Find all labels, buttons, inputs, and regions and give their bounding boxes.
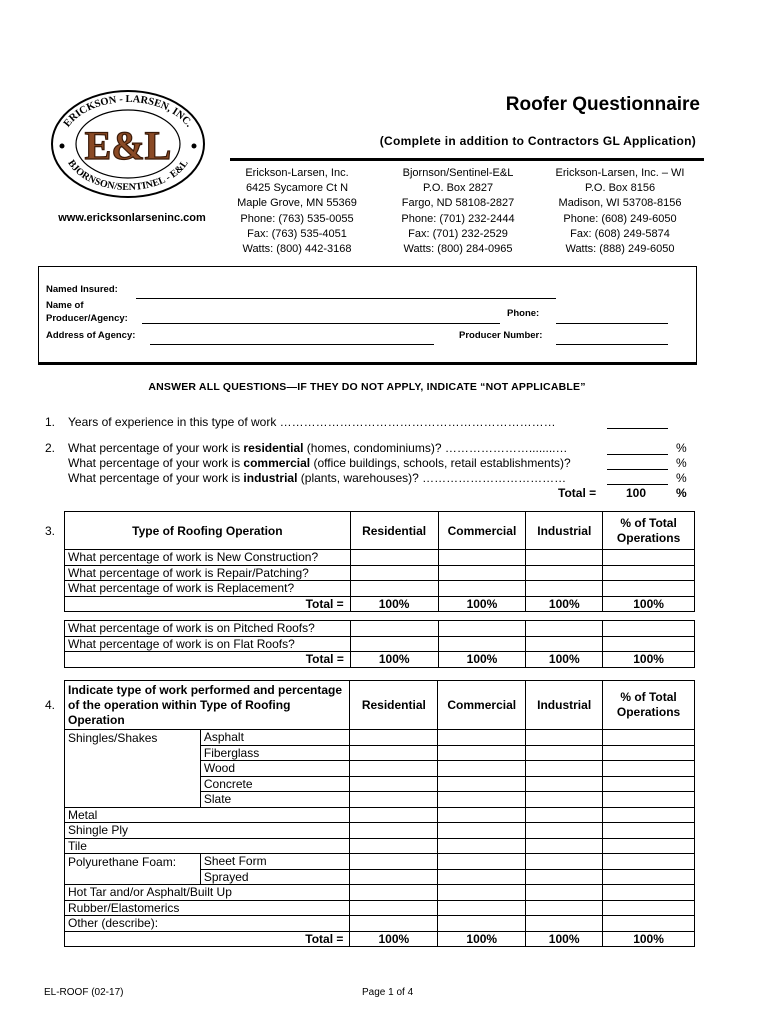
q4-header-industrial: Industrial xyxy=(526,681,603,730)
q4-header-commercial: Commercial xyxy=(438,681,526,730)
q4-header: Indicate type of work performed and percentage of the operation within Type of Roofing Operation xyxy=(65,681,350,730)
q4-header-residential: Residential xyxy=(350,681,438,730)
named-insured-label: Named Insured: xyxy=(46,284,118,295)
table-row: Tile xyxy=(65,838,695,854)
agency-address-field[interactable] xyxy=(150,344,434,345)
insured-info-box xyxy=(38,266,697,365)
q2-pct-3: % xyxy=(676,471,687,485)
q1-text: Years of experience in this type of work …………………………………………………………… xyxy=(68,415,556,429)
table-row: Slate xyxy=(65,792,695,808)
q4-number: 4. xyxy=(45,698,56,712)
name-of-label: Name of xyxy=(46,300,84,311)
table-row: What percentage of work is Repair/Patching? xyxy=(65,565,695,581)
table-row: Sprayed xyxy=(65,869,695,885)
logo-ring-bottom: BJORNSON/SENTINEL - E&L xyxy=(65,158,191,194)
q2-commercial-field[interactable] xyxy=(607,469,668,470)
named-insured-field[interactable] xyxy=(136,298,556,299)
company-logo xyxy=(48,88,208,200)
table-row: What percentage of work is Replacement? xyxy=(65,581,695,597)
producer-agency-field[interactable] xyxy=(142,323,500,324)
table-row: What percentage of work is New Construction? xyxy=(65,550,695,566)
form-id: EL-ROOF (02-17) xyxy=(44,987,124,998)
office-mn: Erickson-Larsen, Inc. 6425 Sycamore Ct N Maple Grove, MN 55369 Phone: (763) 535-0055 Fax: (763) 535-4051 Watts: (800) 442-3168 xyxy=(237,167,357,256)
q3-total-row-b: Total = 100% 100% 100% 100% xyxy=(65,652,695,668)
table-row: What percentage of work is on Pitched Roofs? xyxy=(65,621,695,637)
insured-box-bottom-rule xyxy=(38,362,696,365)
logo-ring-top: ERICKSON - LARSEN, INC. xyxy=(61,93,195,130)
agency-address-label: Address of Agency: xyxy=(46,330,136,341)
page-subtitle: (Complete in addition to Contractors GL Application) xyxy=(379,134,696,148)
q1-number: 1. xyxy=(45,415,56,429)
q3-total-row-a: Total = 100% 100% 100% 100% xyxy=(65,596,695,612)
table-row: Fiberglass xyxy=(65,745,695,761)
q2-pct-2: % xyxy=(676,456,687,470)
office-wi: Erickson-Larsen, Inc. – WI P.O. Box 8156 Madison, WI 53708-8156 Phone: (608) 249-6050 Fax: (608) 249-5874 Watts: (888) 249-6050 xyxy=(555,167,685,256)
q2-residential-text: What percentage of your work is residential (homes, condominiums)? …………………........… xyxy=(68,441,568,455)
page-number: Page 1 of 4 xyxy=(362,987,414,998)
producer-agency-label: Producer/Agency: xyxy=(46,313,128,324)
q1-years-field[interactable] xyxy=(607,428,668,429)
q3-roof-type-table xyxy=(64,620,695,668)
producer-number-field[interactable] xyxy=(556,344,668,345)
q3-number: 3. xyxy=(45,524,56,538)
table-row: Wood xyxy=(65,761,695,777)
table-row: Shingles/Shakes Asphalt xyxy=(65,730,695,746)
q2-residential-field[interactable] xyxy=(607,454,668,455)
table-row: Concrete xyxy=(65,776,695,792)
q2-total-label: Total = xyxy=(558,486,597,500)
phone-label: Phone: xyxy=(507,308,540,319)
table-row: What percentage of work is on Flat Roofs? xyxy=(65,636,695,652)
q3-header-industrial: Industrial xyxy=(526,512,603,550)
table-row: Shingle Ply xyxy=(65,823,695,839)
table-row: Hot Tar and/or Asphalt/Built Up xyxy=(65,885,695,901)
page-title: Roofer Questionnaire xyxy=(505,94,700,115)
q4-total-row: Total = 100% 100% 100% 100% xyxy=(65,931,695,947)
q3-header-commercial: Commercial xyxy=(438,512,526,550)
q2-industrial-text: What percentage of your work is industrial (plants, warehouses)? ……………………………… xyxy=(68,471,567,485)
q4-header-total-ops: % of Total Operations xyxy=(603,681,695,730)
q2-commercial-text: What percentage of your work is commercial (office buildings, schools, retail establishments)? xyxy=(68,456,571,470)
q2-total-pct: % xyxy=(676,486,687,500)
q3-header-total-ops: % of Total Operations xyxy=(603,512,695,550)
office-nd: Bjornson/Sentinel-E&L P.O. Box 2827 Fargo, ND 58108-2827 Phone: (701) 232-2444 Fax: (701) 232-2529 Watts: (800) 284-0965 xyxy=(401,167,515,256)
phone-field[interactable] xyxy=(556,323,668,324)
table-row: Other (describe): xyxy=(65,916,695,932)
table-row: Metal xyxy=(65,807,695,823)
q2-pct-1: % xyxy=(676,441,687,455)
q3-table xyxy=(64,511,695,612)
logo-monogram: E&L xyxy=(84,123,172,168)
q2-industrial-field[interactable] xyxy=(607,484,668,485)
producer-number-label: Producer Number: xyxy=(459,330,543,341)
q3-header-residential: Residential xyxy=(350,512,438,550)
instruction-text: ANSWER ALL QUESTIONS—IF THEY DO NOT APPLY, INDICATE “NOT APPLICABLE” xyxy=(148,381,586,393)
table-row: Polyurethane Foam: Sheet Form xyxy=(65,854,695,870)
table-row: Rubber/Elastomerics xyxy=(65,900,695,916)
company-website[interactable]: www.ericksonlarseninc.com xyxy=(58,212,206,224)
q3-header-type: Type of Roofing Operation xyxy=(65,512,351,550)
header-rule xyxy=(230,158,704,161)
q2-total-value: 100 xyxy=(626,486,647,500)
q2-number: 2. xyxy=(45,441,56,455)
q4-table xyxy=(64,680,695,947)
